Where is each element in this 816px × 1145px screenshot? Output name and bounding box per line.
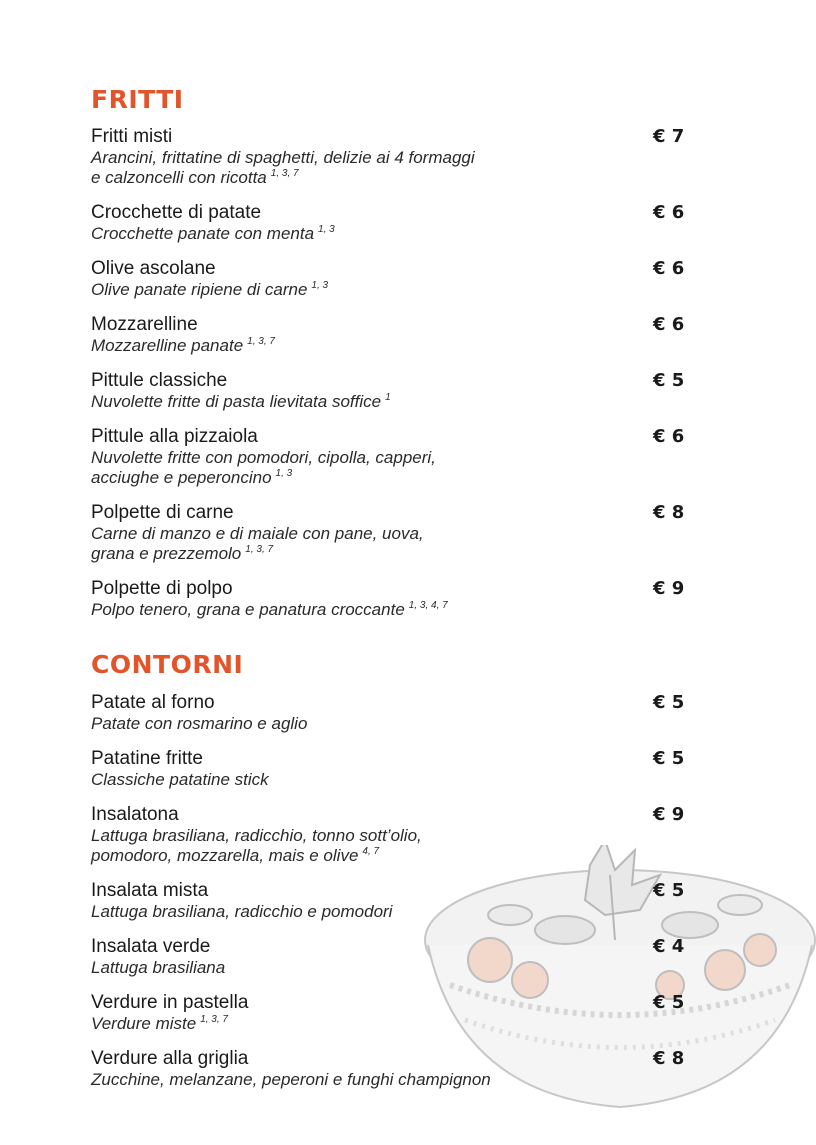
item-description: Nuvolette fritte di pasta lievitata soffice $^1$ xyxy=(91,392,391,411)
item-price: € 6 xyxy=(653,202,685,223)
item-insalata-mista xyxy=(91,880,691,922)
allergen-codes: 1, 3, 7 xyxy=(200,1014,228,1026)
item-name: Mozzarelline xyxy=(91,314,198,335)
allergen-codes: 4, 7 xyxy=(362,846,380,858)
item-pittule-classiche xyxy=(91,370,691,412)
allergen-codes: 1, 3 xyxy=(275,468,293,480)
item-description: Olive panate ripiene di carne $^{1, 3}$ xyxy=(91,280,329,299)
item-price: € 6 xyxy=(653,314,685,335)
item-mozzarelline xyxy=(91,314,691,356)
item-name: Verdure in pastella xyxy=(91,992,249,1013)
item-polpette-carne xyxy=(91,502,691,564)
item-pittule-pizzaiola xyxy=(91,426,691,488)
item-name: Patatine fritte xyxy=(91,748,203,769)
item-description: Patate con rosmarino e aglio xyxy=(91,714,308,733)
item-verdure-pastella xyxy=(91,992,691,1034)
item-name: Insalata mista xyxy=(91,880,209,901)
item-description: Carne di manzo e di maiale con pane, uova, grana e prezzemolo $^{1, 3, 7}$ xyxy=(91,524,424,563)
item-name: Olive ascolane xyxy=(91,258,216,279)
item-fritti-misti xyxy=(91,126,691,188)
item-price: € 5 xyxy=(653,748,685,769)
item-name: Polpette di polpo xyxy=(91,578,233,599)
item-price: € 5 xyxy=(653,992,685,1013)
item-patate-forno xyxy=(91,692,691,734)
section-fritti xyxy=(91,85,691,115)
item-name: Verdure alla griglia xyxy=(91,1048,249,1069)
item-name: Patate al forno xyxy=(91,692,215,713)
item-crocchette xyxy=(91,202,691,244)
item-verdure-griglia xyxy=(91,1048,691,1090)
item-name: Fritti misti xyxy=(91,126,173,147)
item-price: € 8 xyxy=(653,1048,685,1069)
item-price: € 7 xyxy=(653,126,685,147)
allergen-codes: 1, 3, 4, 7 xyxy=(408,600,448,612)
item-name: Insalatona xyxy=(91,804,179,825)
item-name: Pittule alla pizzaiola xyxy=(91,426,258,447)
allergen-codes: 1, 3 xyxy=(318,224,335,236)
section-title: FRITTI xyxy=(91,85,184,114)
item-insalatona xyxy=(91,804,691,866)
item-name: Crocchette di patate xyxy=(91,202,262,223)
item-name: Insalata verde xyxy=(91,936,211,957)
item-description: Polpo tenero, grana e panatura croccante $^{1, 3, 4, 7}$ xyxy=(91,600,448,619)
item-name: Polpette di carne xyxy=(91,502,234,523)
item-name: Pittule classiche xyxy=(91,370,228,391)
item-insalata-verde xyxy=(91,936,691,978)
item-price: € 6 xyxy=(653,426,685,447)
item-description: Zucchine, melanzane, peperoni e funghi champignon xyxy=(91,1070,491,1089)
allergen-codes: 1, 3, 7 xyxy=(245,544,274,556)
item-price: € 8 xyxy=(653,502,685,523)
item-price: € 9 xyxy=(653,804,685,825)
item-description: Nuvolette fritte con pomodori, cipolla, capperi, acciughe e peperoncino $^{1, 3}$ xyxy=(91,448,436,487)
item-olive-ascolane xyxy=(91,258,691,300)
allergen-codes: 1, 3, 7 xyxy=(270,168,299,180)
item-description: Classiche patatine stick xyxy=(91,770,269,789)
section-title: CONTORNI xyxy=(91,650,244,679)
allergen-codes: 1, 3 xyxy=(311,280,329,292)
allergen-codes: 1 xyxy=(385,392,391,404)
item-price: € 5 xyxy=(653,692,685,713)
item-description: Crocchette panate con menta $^{1, 3}$ xyxy=(91,224,335,243)
allergen-codes: 1, 3, 7 xyxy=(247,336,275,348)
section-contorni xyxy=(91,650,691,680)
item-price: € 5 xyxy=(653,370,685,391)
item-description: Lattuga brasiliana, radicchio, tonno sott’olio, pomodoro, mozzarella, mais e olive $^{4, 7}$ xyxy=(91,826,422,865)
item-description: Verdure miste $^{1, 3, 7}$ xyxy=(91,1014,228,1033)
item-polpette-polpo xyxy=(91,578,691,620)
item-price: € 5 xyxy=(653,880,685,901)
item-description: Mozzarelline panate $^{1, 3, 7}$ xyxy=(91,336,275,355)
item-description: Lattuga brasiliana xyxy=(91,958,226,977)
item-description: Lattuga brasiliana, radicchio e pomodori xyxy=(91,902,393,921)
item-price: € 6 xyxy=(653,258,685,279)
item-price: € 4 xyxy=(653,936,685,957)
item-patatine-fritte xyxy=(91,748,691,790)
item-price: € 9 xyxy=(653,578,685,599)
item-description: Arancini, frittatine di spaghetti, delizie ai 4 formaggi e calzoncelli con ricotta $^{1, 3, 7}$ xyxy=(91,148,475,187)
